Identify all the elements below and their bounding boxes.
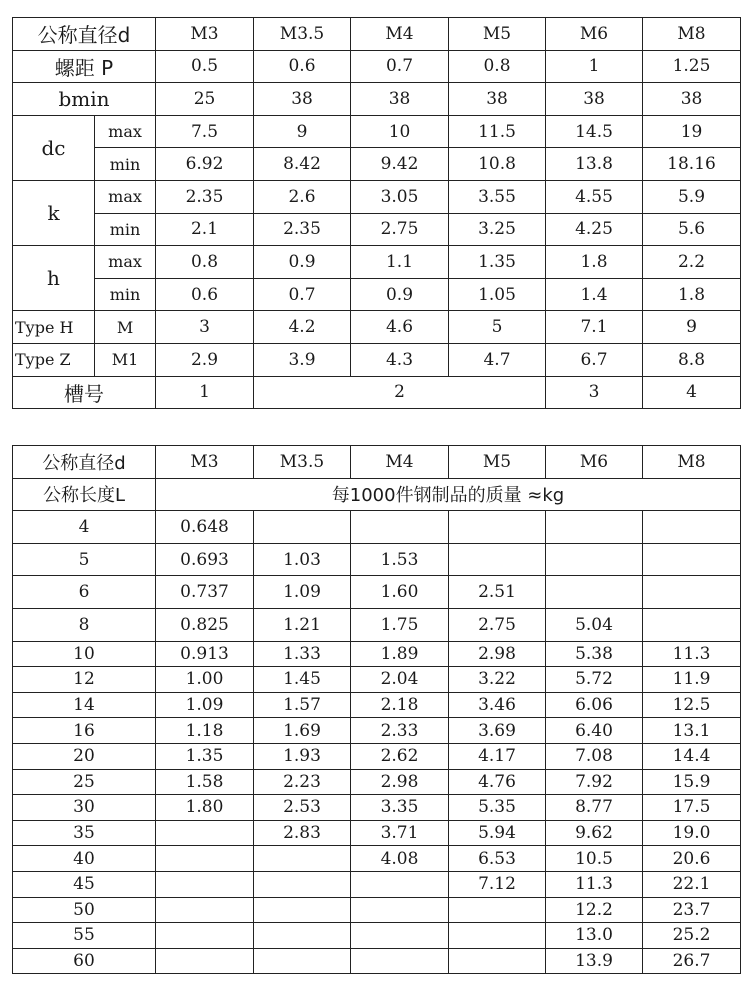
mass-cell: 6.40	[546, 718, 643, 744]
max-label: max	[95, 180, 156, 213]
size-header: M4	[351, 446, 449, 479]
mass-cell: 7.12	[449, 871, 546, 897]
length-cell: 16	[13, 718, 156, 744]
length-cell: 10	[13, 641, 156, 667]
mass-cell: 15.9	[643, 769, 741, 795]
cell: 2	[254, 376, 546, 409]
table-row	[13, 769, 741, 795]
type-h-label: Type H	[13, 311, 95, 344]
cell: 3.25	[449, 213, 546, 246]
dc-max-row	[13, 115, 741, 148]
size-header: M3	[156, 18, 254, 51]
mass-cell: 2.51	[449, 576, 546, 609]
cell: 6.92	[156, 148, 254, 181]
mass-cell	[254, 846, 351, 872]
cell: 10.8	[449, 148, 546, 181]
cell: 5	[449, 311, 546, 344]
table-row	[13, 718, 741, 744]
mass-cell: 11.3	[546, 871, 643, 897]
type-z-label: Type Z	[13, 343, 95, 376]
mass-cell: 2.98	[351, 769, 449, 795]
cell: 9.42	[351, 148, 449, 181]
cell: 7.5	[156, 115, 254, 148]
mass-cell	[254, 923, 351, 949]
cell: 4	[643, 376, 741, 409]
mass-cell: 4.76	[449, 769, 546, 795]
mass-cell: 1.45	[254, 667, 351, 693]
mass-cell: 2.23	[254, 769, 351, 795]
mass-cell	[449, 511, 546, 544]
size-header: M6	[546, 18, 643, 51]
mass-cell: 1.57	[254, 692, 351, 718]
mass-cell	[351, 923, 449, 949]
cell: 3.9	[254, 343, 351, 376]
cell: 18.16	[643, 148, 741, 181]
cell: 1.8	[643, 278, 741, 311]
cell: 4.55	[546, 180, 643, 213]
cell: 6.7	[546, 343, 643, 376]
h-max-row	[13, 246, 741, 279]
type-z-row	[13, 343, 741, 376]
mass-caption: 每1000件钢制品的质量 ≈kg	[156, 478, 741, 511]
mass-cell: 5.35	[449, 795, 546, 821]
mass-cell: 0.825	[156, 608, 254, 641]
cell: 1.05	[449, 278, 546, 311]
mass-cell: 2.83	[254, 820, 351, 846]
cell: 1.1	[351, 246, 449, 279]
mass-cell: 26.7	[643, 948, 741, 974]
cell: 0.6	[156, 278, 254, 311]
mass-cell	[449, 923, 546, 949]
cell: 0.9	[351, 278, 449, 311]
cell: 2.9	[156, 343, 254, 376]
nominal-diameter-label: 公称直径d	[13, 446, 156, 479]
size-header: M5	[449, 446, 546, 479]
mass-cell: 2.18	[351, 692, 449, 718]
cell: 1.4	[546, 278, 643, 311]
mass-cell: 1.21	[254, 608, 351, 641]
mass-cell: 7.08	[546, 743, 643, 769]
cell: 14.5	[546, 115, 643, 148]
mass-cell: 3.35	[351, 795, 449, 821]
mass-cell: 14.4	[643, 743, 741, 769]
length-cell: 60	[13, 948, 156, 974]
mass-cell: 13.9	[546, 948, 643, 974]
mass-cell: 3.69	[449, 718, 546, 744]
length-cell: 50	[13, 897, 156, 923]
mass-cell: 11.3	[643, 641, 741, 667]
table-row	[13, 576, 741, 609]
nominal-diameter-label: 公称直径d	[13, 18, 156, 51]
length-cell: 40	[13, 846, 156, 872]
mass-cell: 10.5	[546, 846, 643, 872]
cell: 8.8	[643, 343, 741, 376]
table-row	[13, 641, 741, 667]
mass-cell: 5.04	[546, 608, 643, 641]
mass-cell: 1.09	[156, 692, 254, 718]
size-header: M5	[449, 18, 546, 51]
length-cell: 30	[13, 795, 156, 821]
mass-table	[12, 445, 741, 974]
mass-cell: 5.72	[546, 667, 643, 693]
mass-cell	[254, 871, 351, 897]
cell: 5.6	[643, 213, 741, 246]
mass-cell	[156, 923, 254, 949]
cell: 5.9	[643, 180, 741, 213]
cell: 4.7	[449, 343, 546, 376]
cell: 0.7	[254, 278, 351, 311]
table-row	[13, 871, 741, 897]
h-label: h	[13, 246, 95, 311]
mass-cell: 1.80	[156, 795, 254, 821]
mass-cell: 0.913	[156, 641, 254, 667]
length-cell: 8	[13, 608, 156, 641]
mass-cell: 1.18	[156, 718, 254, 744]
cell: 3.05	[351, 180, 449, 213]
mass-cell: 0.648	[156, 511, 254, 544]
cell: 1.25	[643, 50, 741, 83]
mass-cell: 7.92	[546, 769, 643, 795]
mass-cell: 1.89	[351, 641, 449, 667]
cell: 38	[351, 83, 449, 116]
type-h-row	[13, 311, 741, 344]
size-header: M3.5	[254, 446, 351, 479]
mass-cell	[643, 543, 741, 576]
mass-cell: 13.0	[546, 923, 643, 949]
mass-cell: 1.09	[254, 576, 351, 609]
mass-cell: 8.77	[546, 795, 643, 821]
max-label: max	[95, 115, 156, 148]
mass-cell: 2.53	[254, 795, 351, 821]
mass-cell	[449, 948, 546, 974]
mass-cell	[449, 897, 546, 923]
cell: 3	[546, 376, 643, 409]
table-row	[13, 897, 741, 923]
min-label: min	[95, 148, 156, 181]
mass-cell: 4.17	[449, 743, 546, 769]
mass-cell	[254, 948, 351, 974]
cell: 19	[643, 115, 741, 148]
table-row	[13, 948, 741, 974]
cell: 3.55	[449, 180, 546, 213]
mass-cell: 2.04	[351, 667, 449, 693]
cell: 38	[643, 83, 741, 116]
mass-cell: 20.6	[643, 846, 741, 872]
cell: 0.6	[254, 50, 351, 83]
mass-cell: 1.93	[254, 743, 351, 769]
size-header: M8	[643, 18, 741, 51]
cell: 1.8	[546, 246, 643, 279]
cell: 2.6	[254, 180, 351, 213]
mass-cell: 17.5	[643, 795, 741, 821]
cell: 0.8	[449, 50, 546, 83]
mass-cell: 11.9	[643, 667, 741, 693]
size-header: M6	[546, 446, 643, 479]
length-cell: 12	[13, 667, 156, 693]
mass-cell	[351, 948, 449, 974]
h-min-row	[13, 278, 741, 311]
length-cell: 6	[13, 576, 156, 609]
cell: 13.8	[546, 148, 643, 181]
length-cell: 55	[13, 923, 156, 949]
size-header: M8	[643, 446, 741, 479]
mass-cell	[546, 576, 643, 609]
cell: 9	[254, 115, 351, 148]
mass-cell: 4.08	[351, 846, 449, 872]
mass-cell: 13.1	[643, 718, 741, 744]
table-row	[13, 667, 741, 693]
mass-cell: 1.60	[351, 576, 449, 609]
mass-cell: 5.38	[546, 641, 643, 667]
mass-cell	[156, 871, 254, 897]
mass-cell	[156, 948, 254, 974]
mass-cell: 9.62	[546, 820, 643, 846]
cell: 0.9	[254, 246, 351, 279]
mass-cell: 12.5	[643, 692, 741, 718]
table-row	[13, 820, 741, 846]
mass-cell: 6.53	[449, 846, 546, 872]
cell: 1	[546, 50, 643, 83]
cell: 25	[156, 83, 254, 116]
min-label: min	[95, 278, 156, 311]
mass-cell: 3.22	[449, 667, 546, 693]
mass-cell: 22.1	[643, 871, 741, 897]
cell: 4.2	[254, 311, 351, 344]
slot-label: 槽号	[13, 376, 156, 409]
mass-cell: 1.35	[156, 743, 254, 769]
mass-cell: 3.71	[351, 820, 449, 846]
cell: 7.1	[546, 311, 643, 344]
mass-cell	[351, 511, 449, 544]
table-row	[13, 511, 741, 544]
slot-row	[13, 376, 741, 409]
mass-cell: 12.2	[546, 897, 643, 923]
mass-cell	[643, 511, 741, 544]
mass-cell: 19.0	[643, 820, 741, 846]
table-row	[13, 543, 741, 576]
length-cell: 45	[13, 871, 156, 897]
table-row	[13, 608, 741, 641]
min-label: min	[95, 213, 156, 246]
table-row	[13, 795, 741, 821]
length-cell: 35	[13, 820, 156, 846]
mass-cell	[643, 608, 741, 641]
pitch-label: 螺距 P	[13, 50, 156, 83]
cell: 38	[449, 83, 546, 116]
mass-cell: 25.2	[643, 923, 741, 949]
size-header: M4	[351, 18, 449, 51]
mass-cell: 2.75	[449, 608, 546, 641]
length-cell: 25	[13, 769, 156, 795]
cell: 3	[156, 311, 254, 344]
mass-cell: 6.06	[546, 692, 643, 718]
nominal-length-label: 公称长度L	[13, 478, 156, 511]
cell: 9	[643, 311, 741, 344]
mass-cell: 0.693	[156, 543, 254, 576]
cell: 2.75	[351, 213, 449, 246]
mass-cell	[351, 897, 449, 923]
mass-cell: 3.46	[449, 692, 546, 718]
mass-cell: 2.98	[449, 641, 546, 667]
mass-cell	[546, 511, 643, 544]
length-caption-row	[13, 478, 741, 511]
mass-cell	[156, 846, 254, 872]
table-row	[13, 923, 741, 949]
cell: 38	[254, 83, 351, 116]
cell: 4.25	[546, 213, 643, 246]
type-z-sub: M1	[95, 343, 156, 376]
cell: 2.35	[254, 213, 351, 246]
mass-cell: 0.737	[156, 576, 254, 609]
mass-cell: 2.62	[351, 743, 449, 769]
k-max-row	[13, 180, 741, 213]
mass-cell: 5.94	[449, 820, 546, 846]
mass-cell	[351, 871, 449, 897]
cell: 10	[351, 115, 449, 148]
dc-label: dc	[13, 115, 95, 180]
cell: 0.7	[351, 50, 449, 83]
bmin-label: bmin	[13, 83, 156, 116]
cell: 1.35	[449, 246, 546, 279]
mass-cell: 1.58	[156, 769, 254, 795]
mass-cell	[546, 543, 643, 576]
cell: 11.5	[449, 115, 546, 148]
mass-cell: 1.00	[156, 667, 254, 693]
table-row	[13, 743, 741, 769]
cell: 4.6	[351, 311, 449, 344]
cell: 2.35	[156, 180, 254, 213]
size-header: M3	[156, 446, 254, 479]
cell: 38	[546, 83, 643, 116]
mass-cell	[156, 820, 254, 846]
dimensions-table	[12, 17, 741, 409]
dc-min-row	[13, 148, 741, 181]
cell: 8.42	[254, 148, 351, 181]
mass-cell: 1.53	[351, 543, 449, 576]
mass-cell: 2.33	[351, 718, 449, 744]
size-header: M3.5	[254, 18, 351, 51]
cell: 2.1	[156, 213, 254, 246]
mass-cell	[643, 576, 741, 609]
mass-cell: 23.7	[643, 897, 741, 923]
k-min-row	[13, 213, 741, 246]
header-row	[13, 18, 741, 51]
cell: 1	[156, 376, 254, 409]
mass-cell	[254, 897, 351, 923]
mass-cell	[156, 897, 254, 923]
type-h-sub: M	[95, 311, 156, 344]
bmin-row	[13, 83, 741, 116]
cell: 4.3	[351, 343, 449, 376]
table-row	[13, 846, 741, 872]
mass-cell: 1.03	[254, 543, 351, 576]
length-cell: 5	[13, 543, 156, 576]
max-label: max	[95, 246, 156, 279]
cell: 0.5	[156, 50, 254, 83]
length-cell: 20	[13, 743, 156, 769]
cell: 2.2	[643, 246, 741, 279]
pitch-row	[13, 50, 741, 83]
mass-cell: 1.33	[254, 641, 351, 667]
header-row	[13, 446, 741, 479]
length-cell: 14	[13, 692, 156, 718]
k-label: k	[13, 180, 95, 245]
length-cell: 4	[13, 511, 156, 544]
mass-cell	[254, 511, 351, 544]
mass-cell: 1.75	[351, 608, 449, 641]
cell: 0.8	[156, 246, 254, 279]
table-row	[13, 692, 741, 718]
mass-cell: 1.69	[254, 718, 351, 744]
mass-cell	[449, 543, 546, 576]
